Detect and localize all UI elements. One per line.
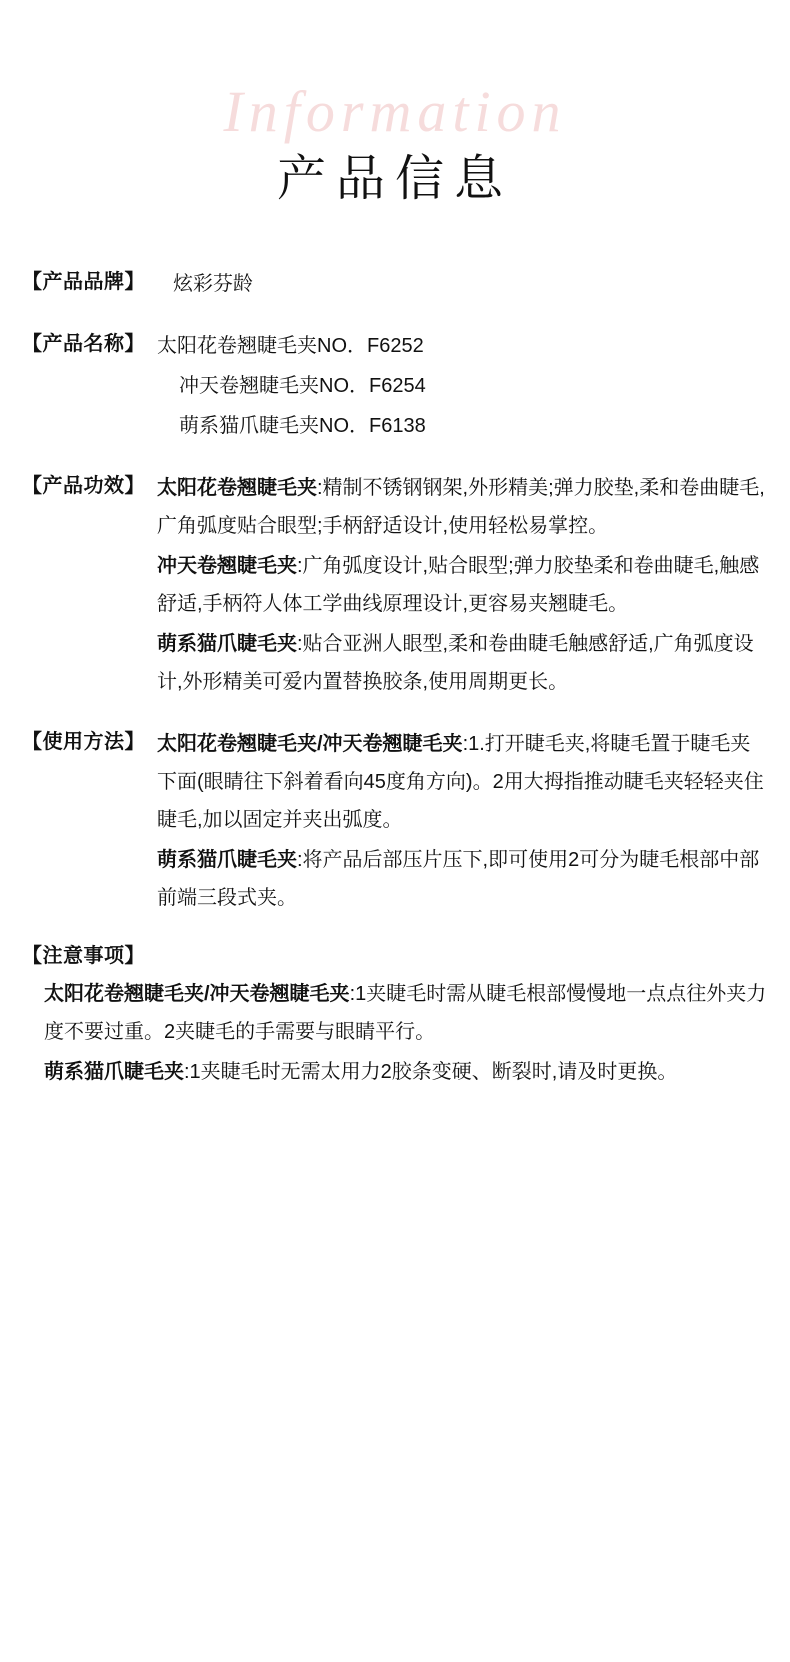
efficacy-paragraph bbox=[157, 547, 768, 623]
section-cautions bbox=[22, 941, 768, 1091]
caution-paragraph bbox=[44, 1053, 768, 1091]
efficacy-product-2: 冲天卷翘睫毛夹 bbox=[157, 555, 297, 577]
usage-product-1: 太阳花卷翘睫毛夹/冲天卷翘睫毛夹 bbox=[157, 733, 463, 755]
section-label-efficacy: 【产品功效】 bbox=[22, 475, 145, 497]
caution-paragraph bbox=[44, 975, 768, 1051]
product-name-line: 萌系猫爪睫毛夹NO．F6138 bbox=[179, 415, 426, 437]
page-title: 产品信息 bbox=[276, 152, 513, 206]
usage-text-1: :1.打开睫毛夹,将睫毛置于睫毛夹下面(眼睛往下斜着看向45度角方向)。2用大拇指推动睫毛夹轻轻夹住睫毛,加以固定并夹出弧度。 bbox=[157, 733, 764, 831]
section-product-name bbox=[22, 327, 768, 447]
usage-text-2: :将产品后部压片压下,即可使用2可分为睫毛根部中部前端三段式夹。 bbox=[157, 849, 760, 909]
caution-text-2: :1夹睫毛时无需太用力2胶条变硬、断裂时,请及时更换。 bbox=[184, 1061, 678, 1083]
decorative-script-title: Information bbox=[223, 79, 567, 144]
section-label-brand: 【产品品牌】 bbox=[22, 271, 145, 293]
section-label-product-name: 【产品名称】 bbox=[22, 333, 145, 355]
section-value-usage bbox=[145, 725, 768, 919]
section-value-product-name bbox=[145, 327, 768, 447]
section-value-cautions bbox=[22, 975, 768, 1091]
efficacy-product-3: 萌系猫爪睫毛夹 bbox=[157, 633, 297, 655]
section-efficacy bbox=[22, 469, 768, 703]
section-label-usage: 【使用方法】 bbox=[22, 731, 145, 753]
efficacy-product-1: 太阳花卷翘睫毛夹 bbox=[157, 477, 317, 499]
product-info-content bbox=[0, 265, 790, 1091]
efficacy-text-2: :广角弧度设计,贴合眼型;弹力胶垫柔和卷曲睫毛,触感舒适,手柄符人体工学曲线原理设计,更容易夹翘睫毛。 bbox=[157, 555, 760, 615]
efficacy-paragraph bbox=[157, 625, 768, 701]
section-brand bbox=[22, 265, 768, 305]
section-value-efficacy bbox=[145, 469, 768, 703]
brand-name: 炫彩芬龄 bbox=[173, 273, 253, 295]
efficacy-paragraph bbox=[157, 469, 768, 545]
efficacy-text-1: :精制不锈钢钢架,外形精美;弹力胶垫,柔和卷曲睫毛,广角弧度贴合眼型;手柄舒适设计,使用轻松易掌控。 bbox=[157, 477, 765, 537]
product-name-line: 太阳花卷翘睫毛夹NO．F6252 bbox=[157, 335, 424, 357]
section-label-cautions: 【注意事项】 bbox=[22, 945, 145, 967]
caution-text-1: :1夹睫毛时需从睫毛根部慢慢地一点点往外夹力度不要过重。2夹睫毛的手需要与眼睛平行。 bbox=[44, 983, 767, 1043]
efficacy-text-3: :贴合亚洲人眼型,柔和卷曲睫毛触感舒适,广角弧度设计,外形精美可爱内置替换胶条,使用周期更长。 bbox=[157, 633, 754, 693]
section-usage bbox=[22, 725, 768, 919]
caution-product-1: 太阳花卷翘睫毛夹/冲天卷翘睫毛夹 bbox=[44, 983, 350, 1005]
caution-product-2: 萌系猫爪睫毛夹 bbox=[44, 1061, 184, 1083]
usage-paragraph bbox=[157, 725, 768, 839]
usage-paragraph bbox=[157, 841, 768, 917]
product-name-line: 冲天卷翘睫毛夹NO．F6254 bbox=[179, 375, 426, 397]
usage-product-2: 萌系猫爪睫毛夹 bbox=[157, 849, 297, 871]
section-value-brand bbox=[145, 265, 768, 305]
page-header bbox=[0, 0, 790, 265]
